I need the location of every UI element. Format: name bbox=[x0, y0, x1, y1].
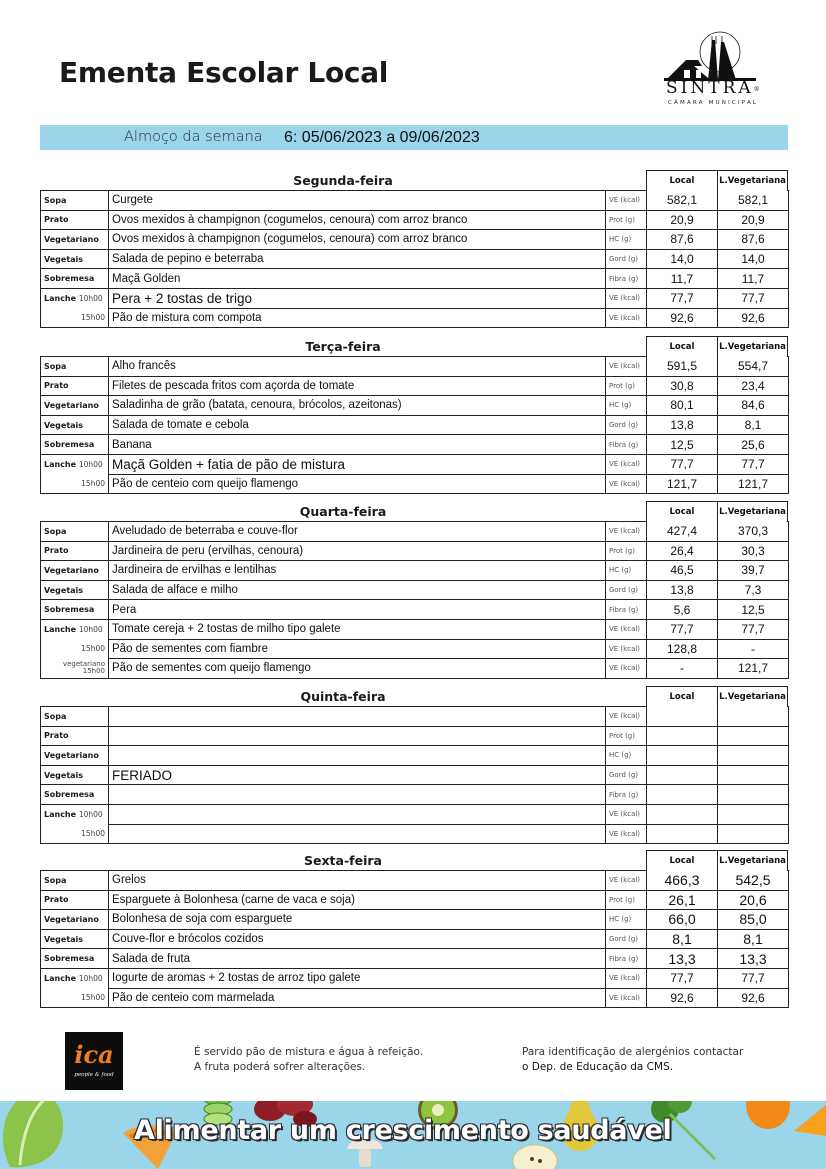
unit-ve: VE (kcal) bbox=[606, 659, 647, 679]
unit-ve: VE (kcal) bbox=[606, 288, 647, 308]
dish-sopa: Curgete bbox=[109, 191, 606, 211]
day-block-quarta-feira bbox=[40, 501, 788, 679]
value-vegetarian: 8,1 bbox=[718, 415, 789, 435]
day-block-sexta-feira bbox=[40, 850, 788, 1008]
ica-logo-text: ica bbox=[74, 1040, 114, 1069]
column-vegetarian: L.Vegetariana bbox=[717, 336, 788, 357]
row-label-lanche bbox=[41, 804, 109, 824]
column-local: Local bbox=[646, 170, 718, 191]
unit-hc: HC (g) bbox=[606, 746, 647, 766]
row-label-sobremesa: Sobremesa bbox=[41, 435, 109, 455]
row-label-prato: Prato bbox=[41, 890, 109, 910]
value-local bbox=[647, 824, 718, 844]
unit-hc: HC (g) bbox=[606, 910, 647, 930]
unit-prot: Prot (g) bbox=[606, 541, 647, 561]
dish-prato: Ovos mexidos à champignon (cogumelos, cenoura) com arroz branco bbox=[109, 210, 606, 230]
dish-sopa: Grelos bbox=[109, 871, 606, 891]
value-vegetarian: 25,6 bbox=[718, 435, 789, 455]
dish-prato: Jardineira de peru (ervilhas, cenoura) bbox=[109, 541, 606, 561]
value-local: 466,3 bbox=[647, 871, 718, 891]
value-local bbox=[647, 746, 718, 766]
dish-prato: Filetes de pescada fritos com açorda de tomate bbox=[109, 376, 606, 396]
value-local: 92,6 bbox=[647, 308, 718, 328]
value-local: 46,5 bbox=[647, 561, 718, 581]
day-name: Sexta-feira bbox=[304, 853, 382, 868]
value-vegetarian: 23,4 bbox=[718, 376, 789, 396]
row-label-vegetariano: Vegetariano bbox=[41, 230, 109, 250]
day-name: Segunda-feira bbox=[293, 173, 393, 188]
column-vegetarian: L.Vegetariana bbox=[717, 170, 788, 191]
table-row bbox=[41, 249, 789, 269]
unit-fibra: Fibra (g) bbox=[606, 785, 647, 805]
table-row bbox=[41, 454, 789, 474]
snack-15h: Pão de sementes com fiambre bbox=[109, 639, 606, 659]
logo-subtitle: CÂMARA MUNICIPAL bbox=[668, 100, 759, 106]
value-local: 80,1 bbox=[647, 396, 718, 416]
unit-fibra: Fibra (g) bbox=[606, 269, 647, 289]
row-label-vegetais: Vegetais bbox=[41, 765, 109, 785]
dish-vegetariano: Bolonhesa de soja com esparguete bbox=[109, 910, 606, 930]
value-vegetarian: 20,6 bbox=[718, 890, 789, 910]
unit-gord: Gord (g) bbox=[606, 249, 647, 269]
unit-ve: VE (kcal) bbox=[606, 454, 647, 474]
row-label-sopa: Sopa bbox=[41, 191, 109, 211]
day-menu-table bbox=[40, 190, 789, 328]
footer-note-left bbox=[194, 1045, 423, 1075]
week-value: 6: 05/06/2023 a 09/06/2023 bbox=[284, 129, 480, 146]
value-vegetarian: 20,9 bbox=[718, 210, 789, 230]
day-name: Terça-feira bbox=[305, 339, 381, 354]
dish-vegetariano bbox=[109, 746, 606, 766]
logo-name: SINTRA® bbox=[666, 78, 760, 98]
table-row bbox=[41, 988, 789, 1008]
column-local: Local bbox=[646, 501, 718, 522]
note-allergens: Para identificação de alergénios contactar bbox=[522, 1046, 744, 1058]
time-15h: 15h00 bbox=[41, 639, 109, 659]
unit-fibra: Fibra (g) bbox=[606, 600, 647, 620]
time-15h: 15h00 bbox=[41, 988, 109, 1008]
value-vegetarian: - bbox=[718, 639, 789, 659]
row-label-vegetais: Vegetais bbox=[41, 249, 109, 269]
unit-ve: VE (kcal) bbox=[606, 191, 647, 211]
time-10h: 10h00 bbox=[78, 810, 103, 820]
value-local: - bbox=[647, 659, 718, 679]
value-local: 427,4 bbox=[647, 522, 718, 542]
note-bread-water: É servido pão de mistura e água à refeição. bbox=[194, 1046, 424, 1058]
table-row bbox=[41, 541, 789, 561]
dish-sobremesa: Banana bbox=[109, 435, 606, 455]
row-label-prato: Prato bbox=[41, 210, 109, 230]
unit-fibra: Fibra (g) bbox=[606, 435, 647, 455]
slogan-text: Alimentar um crescimento saudável bbox=[134, 1115, 672, 1146]
row-label-prato: Prato bbox=[41, 376, 109, 396]
value-vegetarian: 8,1 bbox=[718, 929, 789, 949]
ica-logo bbox=[65, 1032, 123, 1090]
value-local: 87,6 bbox=[647, 230, 718, 250]
value-vegetarian bbox=[718, 707, 789, 727]
dish-vegetais: Salada de tomate e cebola bbox=[109, 415, 606, 435]
day-header bbox=[40, 686, 788, 706]
day-menu-table bbox=[40, 870, 789, 1008]
table-row bbox=[41, 968, 789, 988]
table-row bbox=[41, 308, 789, 328]
snack-15h-vegetarian: Pão de sementes com queijo flamengo bbox=[109, 659, 606, 679]
unit-ve: VE (kcal) bbox=[606, 639, 647, 659]
snack-10h bbox=[109, 804, 606, 824]
unit-ve: VE (kcal) bbox=[606, 824, 647, 844]
snack-10h: Maçã Golden + fatia de pão de mistura bbox=[109, 454, 606, 474]
time-15h: 15h00 bbox=[41, 824, 109, 844]
table-row bbox=[41, 288, 789, 308]
value-local bbox=[647, 765, 718, 785]
dish-sopa: Aveludado de beterraba e couve-flor bbox=[109, 522, 606, 542]
value-vegetarian bbox=[718, 726, 789, 746]
time-10h: 10h00 bbox=[78, 974, 103, 984]
table-row bbox=[41, 269, 789, 289]
dish-vegetariano: Jardineira de ervilhas e lentilhas bbox=[109, 561, 606, 581]
value-local: 77,7 bbox=[647, 968, 718, 988]
value-vegetarian: 121,7 bbox=[718, 474, 789, 494]
day-header bbox=[40, 170, 788, 190]
value-vegetarian: 77,7 bbox=[718, 619, 789, 639]
table-row bbox=[41, 871, 789, 891]
dish-prato bbox=[109, 726, 606, 746]
row-label-sobremesa: Sobremesa bbox=[41, 949, 109, 969]
snack-15h bbox=[109, 824, 606, 844]
table-row bbox=[41, 230, 789, 250]
day-menu-table bbox=[40, 706, 789, 844]
row-label-sobremesa: Sobremesa bbox=[41, 269, 109, 289]
day-header bbox=[40, 501, 788, 521]
page-title: Ementa Escolar Local bbox=[59, 56, 389, 89]
unit-hc: HC (g) bbox=[606, 561, 647, 581]
row-label-vegetariano: Vegetariano bbox=[41, 561, 109, 581]
table-row bbox=[41, 765, 789, 785]
table-row bbox=[41, 949, 789, 969]
column-vegetarian: L.Vegetariana bbox=[717, 501, 788, 522]
unit-ve: VE (kcal) bbox=[606, 308, 647, 328]
dish-vegetariano: Saladinha de grão (batata, cenoura, brócolos, azeitonas) bbox=[109, 396, 606, 416]
value-vegetarian: 370,3 bbox=[718, 522, 789, 542]
table-row bbox=[41, 785, 789, 805]
value-local: 11,7 bbox=[647, 269, 718, 289]
value-local: 66,0 bbox=[647, 910, 718, 930]
table-row bbox=[41, 210, 789, 230]
dish-sobremesa: Pera bbox=[109, 600, 606, 620]
value-vegetarian: 92,6 bbox=[718, 308, 789, 328]
snack-10h: Pera + 2 tostas de trigo bbox=[109, 288, 606, 308]
row-label-prato: Prato bbox=[41, 726, 109, 746]
row-label-sopa: Sopa bbox=[41, 522, 109, 542]
value-vegetarian: 554,7 bbox=[718, 357, 789, 377]
unit-hc: HC (g) bbox=[606, 396, 647, 416]
column-vegetarian: L.Vegetariana bbox=[717, 850, 788, 871]
row-label-lanche bbox=[41, 968, 109, 988]
day-block-quinta-feira bbox=[40, 686, 788, 844]
table-row bbox=[41, 522, 789, 542]
lettuce-icon bbox=[0, 1101, 70, 1169]
value-vegetarian: 87,6 bbox=[718, 230, 789, 250]
value-vegetarian: 542,5 bbox=[718, 871, 789, 891]
value-local bbox=[647, 785, 718, 805]
unit-ve: VE (kcal) bbox=[606, 619, 647, 639]
unit-prot: Prot (g) bbox=[606, 376, 647, 396]
value-vegetarian: 84,6 bbox=[718, 396, 789, 416]
snack-15h: Pão de centeio com marmelada bbox=[109, 988, 606, 1008]
value-vegetarian: 77,7 bbox=[718, 454, 789, 474]
unit-gord: Gord (g) bbox=[606, 415, 647, 435]
unit-ve: VE (kcal) bbox=[606, 988, 647, 1008]
row-label-prato: Prato bbox=[41, 541, 109, 561]
value-local: 77,7 bbox=[647, 619, 718, 639]
dish-vegetais: FERIADO bbox=[109, 765, 606, 785]
week-bar bbox=[40, 125, 788, 150]
value-local: 77,7 bbox=[647, 288, 718, 308]
note-department: o Dep. de Educação da CMS. bbox=[522, 1061, 674, 1073]
day-menu-table bbox=[40, 356, 789, 494]
column-vegetarian: L.Vegetariana bbox=[717, 686, 788, 707]
table-row bbox=[41, 910, 789, 930]
table-row bbox=[41, 435, 789, 455]
row-label-vegetariano: Vegetariano bbox=[41, 910, 109, 930]
sintra-logo bbox=[664, 30, 764, 110]
slogan-banner bbox=[0, 1101, 826, 1169]
value-vegetarian: 39,7 bbox=[718, 561, 789, 581]
lanche-label: Lanche bbox=[44, 810, 77, 820]
unit-gord: Gord (g) bbox=[606, 929, 647, 949]
value-vegetarian bbox=[718, 746, 789, 766]
value-vegetarian: 13,3 bbox=[718, 949, 789, 969]
table-row bbox=[41, 707, 789, 727]
value-local: 26,1 bbox=[647, 890, 718, 910]
table-row bbox=[41, 890, 789, 910]
time-15h: 15h00 bbox=[41, 308, 109, 328]
day-header bbox=[40, 336, 788, 356]
dish-vegetais: Salada de alface e milho bbox=[109, 580, 606, 600]
unit-ve: VE (kcal) bbox=[606, 357, 647, 377]
table-row bbox=[41, 580, 789, 600]
value-local: 8,1 bbox=[647, 929, 718, 949]
unit-gord: Gord (g) bbox=[606, 580, 647, 600]
table-row bbox=[41, 191, 789, 211]
dish-vegetais: Salada de pepino e beterraba bbox=[109, 249, 606, 269]
snack-15h: Pão de mistura com compota bbox=[109, 308, 606, 328]
value-local: 26,4 bbox=[647, 541, 718, 561]
lanche-label: Lanche bbox=[44, 974, 77, 984]
table-row bbox=[41, 376, 789, 396]
snack-10h: Tomate cereja + 2 tostas de milho tipo galete bbox=[109, 619, 606, 639]
unit-ve: VE (kcal) bbox=[606, 968, 647, 988]
value-local: 5,6 bbox=[647, 600, 718, 620]
day-block-segunda-feira bbox=[40, 170, 788, 328]
value-vegetarian bbox=[718, 785, 789, 805]
vegetarian-prefix: vegetariano bbox=[62, 660, 105, 669]
row-label-vegetariano: Vegetariano bbox=[41, 746, 109, 766]
value-local: 14,0 bbox=[647, 249, 718, 269]
value-local: 13,3 bbox=[647, 949, 718, 969]
row-label-sopa: Sopa bbox=[41, 871, 109, 891]
unit-prot: Prot (g) bbox=[606, 890, 647, 910]
day-block-terça-feira bbox=[40, 336, 788, 494]
note-fruit: A fruta poderá sofrer alterações. bbox=[194, 1061, 366, 1073]
value-local: 582,1 bbox=[647, 191, 718, 211]
value-vegetarian: 77,7 bbox=[718, 288, 789, 308]
value-vegetarian: 30,3 bbox=[718, 541, 789, 561]
unit-ve: VE (kcal) bbox=[606, 871, 647, 891]
ica-logo-tagline: people & food bbox=[74, 1072, 114, 1078]
dish-sobremesa: Maçã Golden bbox=[109, 269, 606, 289]
lanche-label: Lanche bbox=[44, 625, 77, 635]
dish-sopa bbox=[109, 707, 606, 727]
snack-15h: Pão de centeio com queijo flamengo bbox=[109, 474, 606, 494]
value-vegetarian: 85,0 bbox=[718, 910, 789, 930]
value-local: 13,8 bbox=[647, 415, 718, 435]
table-row bbox=[41, 824, 789, 844]
row-label-vegetais: Vegetais bbox=[41, 415, 109, 435]
row-label-sobremesa: Sobremesa bbox=[41, 600, 109, 620]
table-row bbox=[41, 600, 789, 620]
day-header bbox=[40, 850, 788, 870]
footer-note-right bbox=[522, 1045, 743, 1075]
table-row bbox=[41, 357, 789, 377]
day-name: Quarta-feira bbox=[299, 504, 387, 519]
sintra-emblem-icon bbox=[664, 30, 764, 82]
unit-gord: Gord (g) bbox=[606, 765, 647, 785]
lanche-label: Lanche bbox=[44, 294, 77, 304]
table-row bbox=[41, 804, 789, 824]
value-local: 77,7 bbox=[647, 454, 718, 474]
table-row bbox=[41, 726, 789, 746]
unit-prot: Prot (g) bbox=[606, 210, 647, 230]
time-15h: 15h00 bbox=[41, 474, 109, 494]
column-local: Local bbox=[646, 850, 718, 871]
table-row bbox=[41, 474, 789, 494]
column-local: Local bbox=[646, 336, 718, 357]
day-name: Quinta-feira bbox=[300, 689, 386, 704]
table-row bbox=[41, 396, 789, 416]
dish-prato: Esparguete à Bolonhesa (carne de vaca e soja) bbox=[109, 890, 606, 910]
value-vegetarian: 14,0 bbox=[718, 249, 789, 269]
value-vegetarian: 7,3 bbox=[718, 580, 789, 600]
unit-ve: VE (kcal) bbox=[606, 522, 647, 542]
table-row bbox=[41, 929, 789, 949]
table-row bbox=[41, 639, 789, 659]
value-local: 128,8 bbox=[647, 639, 718, 659]
value-local: 30,8 bbox=[647, 376, 718, 396]
dish-vegetais: Couve-flor e brócolos cozidos bbox=[109, 929, 606, 949]
row-label-sopa: Sopa bbox=[41, 707, 109, 727]
value-vegetarian: 582,1 bbox=[718, 191, 789, 211]
time-15h: 15h00 bbox=[82, 667, 105, 676]
row-label-vegetais: Vegetais bbox=[41, 580, 109, 600]
value-vegetarian: 121,7 bbox=[718, 659, 789, 679]
unit-fibra: Fibra (g) bbox=[606, 949, 647, 969]
time-10h: 10h00 bbox=[78, 625, 103, 635]
time-15h-vegetarian bbox=[41, 659, 109, 679]
time-10h: 10h00 bbox=[78, 294, 103, 304]
unit-hc: HC (g) bbox=[606, 230, 647, 250]
row-label-vegetariano: Vegetariano bbox=[41, 396, 109, 416]
value-vegetarian bbox=[718, 804, 789, 824]
value-local bbox=[647, 707, 718, 727]
value-vegetarian: 12,5 bbox=[718, 600, 789, 620]
value-vegetarian: 77,7 bbox=[718, 968, 789, 988]
value-local: 12,5 bbox=[647, 435, 718, 455]
orange-icon bbox=[742, 1101, 826, 1141]
table-row bbox=[41, 659, 789, 679]
value-local bbox=[647, 726, 718, 746]
day-menu-table bbox=[40, 521, 789, 679]
value-vegetarian bbox=[718, 765, 789, 785]
value-vegetarian: 11,7 bbox=[718, 269, 789, 289]
unit-prot: Prot (g) bbox=[606, 726, 647, 746]
value-local: 20,9 bbox=[647, 210, 718, 230]
unit-ve: VE (kcal) bbox=[606, 474, 647, 494]
value-local: 13,8 bbox=[647, 580, 718, 600]
row-label-vegetais: Vegetais bbox=[41, 929, 109, 949]
time-10h: 10h00 bbox=[78, 460, 103, 470]
column-local: Local bbox=[646, 686, 718, 707]
dish-sobremesa: Salada de fruta bbox=[109, 949, 606, 969]
table-row bbox=[41, 415, 789, 435]
row-label-lanche bbox=[41, 288, 109, 308]
snack-10h: Iogurte de aromas + 2 tostas de arroz tipo galete bbox=[109, 968, 606, 988]
lanche-label: Lanche bbox=[44, 460, 77, 470]
dish-sopa: Alho francês bbox=[109, 357, 606, 377]
value-local bbox=[647, 804, 718, 824]
table-row bbox=[41, 619, 789, 639]
table-row bbox=[41, 746, 789, 766]
dish-sobremesa bbox=[109, 785, 606, 805]
unit-ve: VE (kcal) bbox=[606, 707, 647, 727]
value-vegetarian bbox=[718, 824, 789, 844]
row-label-sobremesa: Sobremesa bbox=[41, 785, 109, 805]
value-local: 121,7 bbox=[647, 474, 718, 494]
value-vegetarian: 92,6 bbox=[718, 988, 789, 1008]
value-local: 591,5 bbox=[647, 357, 718, 377]
row-label-sopa: Sopa bbox=[41, 357, 109, 377]
unit-ve: VE (kcal) bbox=[606, 804, 647, 824]
row-label-lanche bbox=[41, 619, 109, 639]
dish-vegetariano: Ovos mexidos à champignon (cogumelos, cenoura) com arroz branco bbox=[109, 230, 606, 250]
table-row bbox=[41, 561, 789, 581]
value-local: 92,6 bbox=[647, 988, 718, 1008]
row-label-lanche bbox=[41, 454, 109, 474]
week-label: Almoço da semana bbox=[124, 129, 263, 145]
